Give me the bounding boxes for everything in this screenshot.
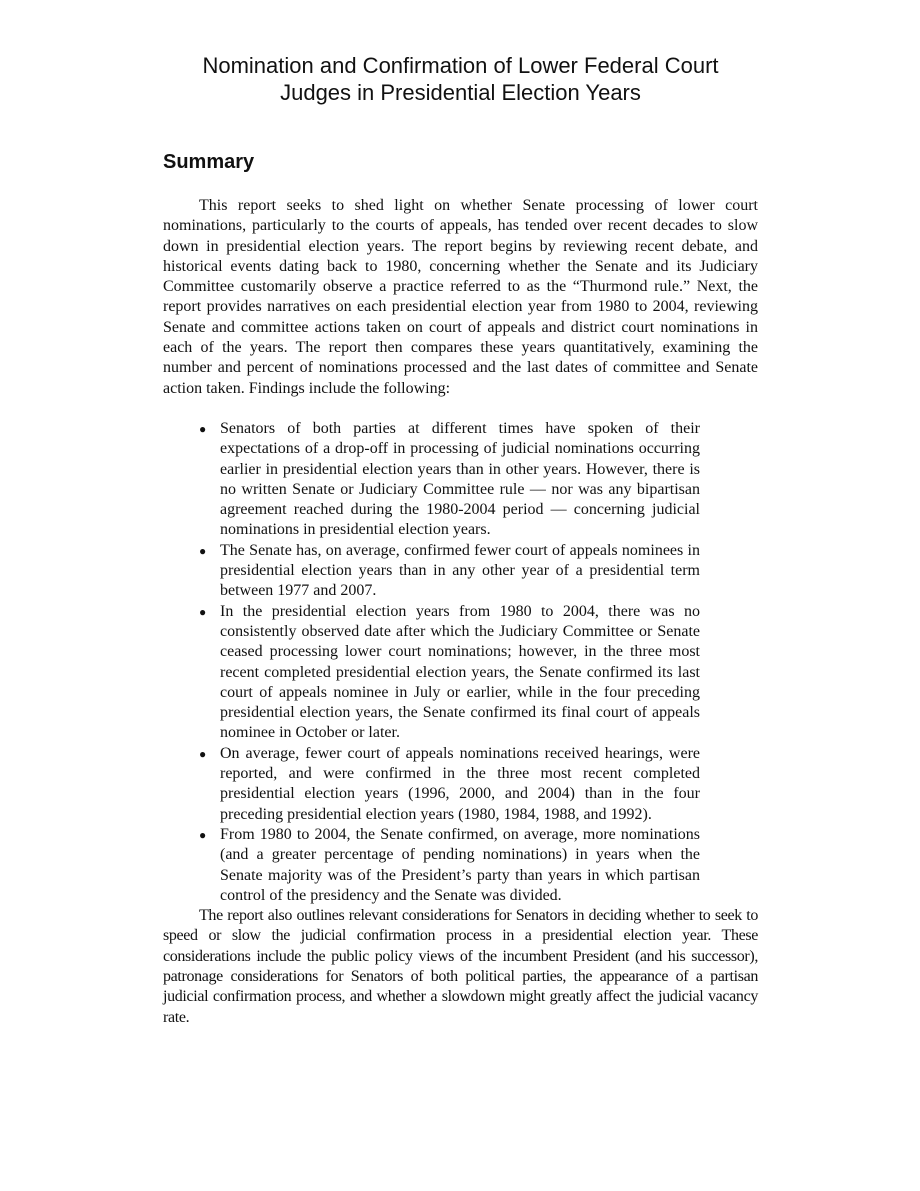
intro-paragraph: This report seeks to shed light on whether Senate processing of lower court nominations, particularly to the courts of appeals, has tended over recent decades to slow down in presidential election years. The report begins by reviewing recent debate, and historical events dating back to 1980, concerning whether the Senate and its Judiciary Committee customarily observe a practice referred to as the “Thurmond rule.” Next, the report provides narratives on each presidential election year from 1980 to 2004, reviewing Senate and committee actions taken on court of appeals and district court nominations in each of the years. The report then compares these years quantitatively, examining the number and percent of nominations processed and the last dates of committee and Senate action taken. Findings include the following:	[163, 197, 758, 397]
bullet-icon: ●	[199, 827, 207, 842]
bullet-icon: ●	[199, 543, 207, 558]
section-heading-summary: Summary	[163, 151, 255, 173]
finding-item	[199, 744, 700, 825]
finding-text: On average, fewer court of appeals nominations received hearings, were reported, and were confirmed in the three most recent completed presidential election years (1996, 2000, and 2004) than in the four preceding presidential election years (1980, 1984, 1988, and 1992).	[220, 744, 700, 823]
bullet-icon: ●	[199, 604, 207, 619]
title-line-2: Judges in Presidential Election Years	[280, 80, 641, 105]
finding-text: In the presidential election years from 1980 to 2004, there was no consistently observed date after which the Judiciary Committee or Senate ceased processing lower court nominations; however, in the three most recent completed presidential election years, the Senate confirmed its last court of appeals nominee in July or earlier, while in the four preceding presidential election years, the Senate confirmed its final court of appeals nominee in October or later.	[220, 602, 700, 742]
document-page	[163, 52, 758, 1028]
closing-paragraph: The report also outlines relevant considerations for Senators in deciding whether to seek to speed or slow the judicial confirmation process in a presidential election year. These considerations include the public policy views of the incumbent President (and his successor), patronage considerations for Senators of both political parties, the appearance of a partisan judicial confirmation process, and whether a slowdown might greatly affect the judicial vacancy rate.	[163, 907, 758, 1026]
document-title	[163, 52, 758, 106]
finding-item	[199, 602, 700, 744]
finding-item	[199, 419, 700, 541]
finding-text: From 1980 to 2004, the Senate confirmed, on average, more nominations (and a greater percentage of pending nominations) in years when the Senate majority was of the President’s party than years in which partisan control of the presidency and the Senate was divided.	[220, 825, 700, 904]
bullet-icon: ●	[199, 746, 207, 761]
findings-list	[163, 419, 700, 906]
finding-item	[199, 825, 700, 906]
bullet-icon: ●	[199, 421, 207, 436]
finding-item	[199, 541, 700, 602]
finding-text: Senators of both parties at different times have spoken of their expectations of a drop-off in processing of judicial nominations occurring earlier in presidential election years than in other years. However, there is no written Senate or Judiciary Committee rule — nor was any bipartisan agreement reached during the 1980-2004 period — concerning judicial nominations in presidential election years.	[220, 419, 700, 539]
title-line-1: Nomination and Confirmation of Lower Federal Court	[202, 53, 719, 78]
finding-text: The Senate has, on average, confirmed fewer court of appeals nominees in presidential election years than in any other year of a presidential term between 1977 and 2007.	[220, 541, 700, 600]
